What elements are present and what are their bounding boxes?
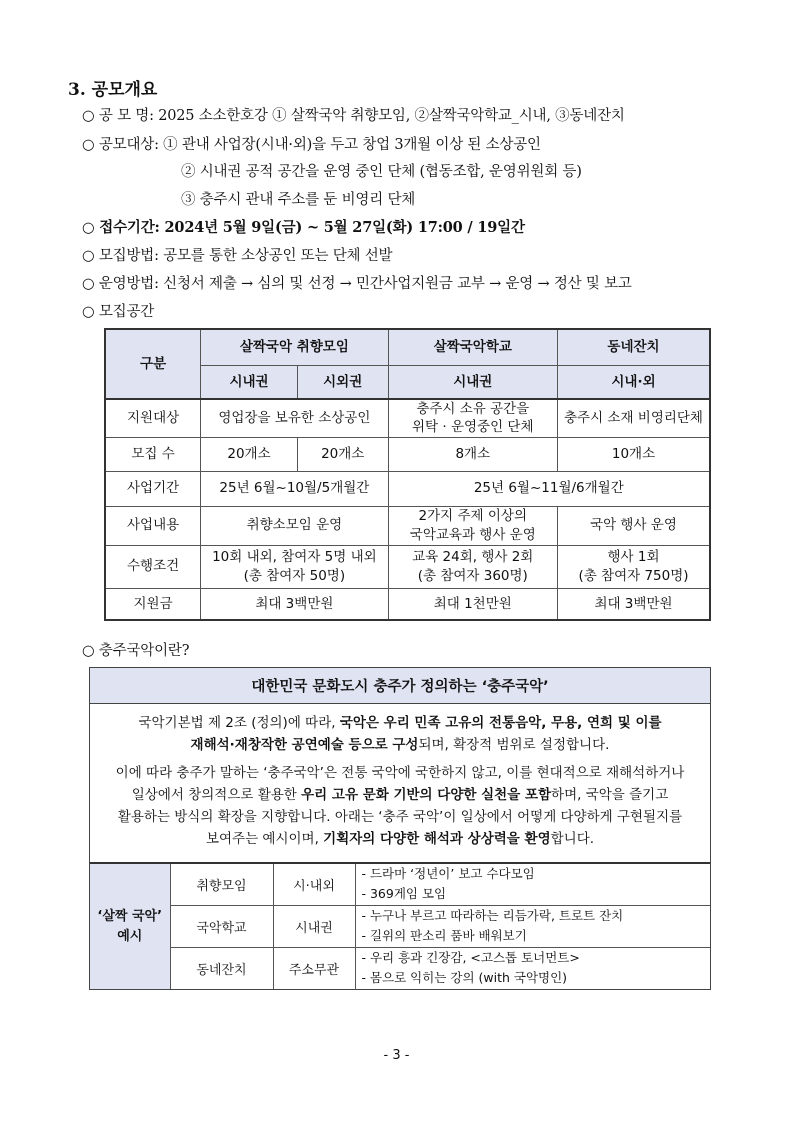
definition-body [90,704,710,862]
cell [557,545,710,588]
header-gubun: 구분 [105,329,201,399]
text: 보여주는 예시이며, [205,831,324,847]
definition-paragraph-1 [96,712,704,756]
period-value: 2024년 5월 9일(금) ~ 5월 27일(화) 17:00 / 19일간 [159,219,525,236]
cell-line: 국악교육과 행사 운영 [409,526,536,543]
cell: 최대 3백만원 [201,588,388,620]
sub-c: 시내·외 [557,365,710,399]
text-bold: 우리 고유 문화 기반의 다양한 실천을 포함 [301,787,552,803]
example-item: - 몸으로 익히는 강의 (with 국악명인) [361,970,568,986]
sub-b: 시내권 [388,365,557,399]
header-col-b: 살짝국악학교 [388,329,557,365]
about-line: ○ 충주국악이란? [82,643,190,659]
cell [388,399,557,437]
sub-a2: 시외권 [297,365,388,399]
method-line: ○ 모집방법: 공모를 통한 소상공인 또는 단체 선발 [82,248,393,264]
cell [388,545,557,588]
cell: 최대 3백만원 [557,588,710,620]
text: 합니다. [550,831,595,847]
cell-line: 10회 내외, 참여자 5명 내외 [212,549,377,566]
example-name: 국악학교 [170,905,273,947]
cell-line: 위탁 · 운영중인 단체 [412,419,534,436]
row-label: 지원금 [105,588,201,620]
example-label-line: 예시 [117,928,143,944]
cell-line: (총 참여자 360명) [417,567,528,584]
example-label-line: ‘살짝 국악’ [97,908,163,924]
cell-line: 행사 1회 [607,549,660,566]
cell: 영업장을 보유한 소상공인 [201,399,388,437]
text: 하며, 국악을 즐기고 [551,787,669,803]
example-items [355,905,710,947]
target-line-1: ○ 공모대상: ① 관내 사업장(시내·외)을 두고 창업 3개월 이상 된 소상공인 [82,137,541,153]
row-label: 지원대상 [105,399,201,437]
cell [388,506,557,545]
period-line [82,216,525,237]
space-line: ○ 모집공간 [82,304,155,320]
sub-a1: 시내권 [201,365,298,399]
text-bold: 기획자의 다양한 해석과 상상력을 환영 [323,831,551,847]
example-area: 주소무관 [273,947,355,989]
operation-line: ○ 운영방법: 신청서 제출 → 심의 및 선정 → 민간사업지원금 교부 → 운영 → 정산 및 보고 [82,276,632,292]
target-line-2: ② 시내권 공적 공간을 운영 중인 단체 (협동조합, 운영위원회 등) [181,164,582,180]
example-name: 동네잔치 [170,947,273,989]
page-number: - 3 - [383,1048,410,1063]
header-col-a: 살짝국악 취향모임 [201,329,388,365]
header-col-c: 동네잔치 [557,329,710,365]
definition-paragraph-2 [96,762,704,850]
cell: 취향소모임 운영 [201,506,388,545]
text: 되며, 확장적 범위로 설정합니다. [418,737,610,753]
text: 일상에서 창의적으로 활용한 [131,787,302,803]
row-label: 사업기간 [105,471,201,506]
example-area: 시내권 [273,905,355,947]
row-label: 모집 수 [105,437,201,471]
cell-line: 충주시 소유 공간을 [416,401,530,418]
cell: 최대 1천만원 [388,588,557,620]
cell-line: (총 참여자 750명) [578,567,689,584]
row-label: 사업내용 [105,506,201,545]
example-name: 취향모임 [170,863,273,905]
recruit-table [104,328,711,621]
example-item: - 우리 흥과 긴장감, <고스톱 토너먼트> [361,950,580,966]
text: 이에 따라 충주가 말하는 ‘충주국악’은 전통 국악에 국한하지 않고, 이를 현대적으로 재해석하거나 [115,765,685,781]
definition-box [89,667,711,990]
cell [201,545,388,588]
cell: 국악 행사 운영 [557,506,710,545]
example-items [355,863,710,905]
cell-line: 2가지 주제 이상의 [418,508,527,525]
contest-name-line: ○ 공 모 명: 2025 소소한호강 ① 살짝국악 취향모임, ②살짝국악학교_시내, ③동네잔치 [82,108,625,124]
example-item: - 드라마 ‘정년이’ 보고 수다모임 [361,866,535,882]
cell: 충주시 소재 비영리단체 [557,399,710,437]
period-label: ○ 접수기간: [82,219,160,236]
text-bold: 재해석·재창작한 공연예술 등으로 구성 [190,737,419,753]
example-item: - 누구나 부르고 따라하는 리듬가락, 트로트 잔치 [361,908,624,923]
text: 국악기본법 제 2조 (정의)에 따라, [138,715,340,731]
definition-title: 대한민국 문화도시 충주가 정의하는 ‘충주국악’ [90,668,710,704]
example-area: 시·내외 [273,863,355,905]
cell: 20개소 [201,437,298,471]
example-item: - 369게임 모임 [361,886,447,902]
example-table [90,862,710,989]
example-items [355,947,710,989]
section-title: 3. 공모개요 [68,80,158,100]
cell: 10개소 [557,437,710,471]
cell: 25년 6월~11월/6개월간 [388,471,710,506]
cell: 8개소 [388,437,557,471]
cell-line: (총 참여자 50명) [243,567,346,584]
cell-line: 교육 24회, 행사 2회 [412,549,534,566]
row-label: 수행조건 [105,545,201,588]
text: 활용하는 방식의 확장을 지향합니다. 아래는 ‘충주 국악’이 일상에서 어떻게 다양하게 구현될지를 [117,809,683,825]
cell: 25년 6월~10월/5개월간 [201,471,388,506]
cell: 20개소 [297,437,388,471]
example-label [90,863,170,989]
target-line-3: ③ 충주시 관내 주소를 둔 비영리 단체 [181,192,416,208]
text-bold: 국악은 우리 민족 고유의 전통음악, 무용, 연희 및 이를 [339,715,662,731]
example-item: - 길위의 판소리 품바 배워보기 [361,928,527,943]
